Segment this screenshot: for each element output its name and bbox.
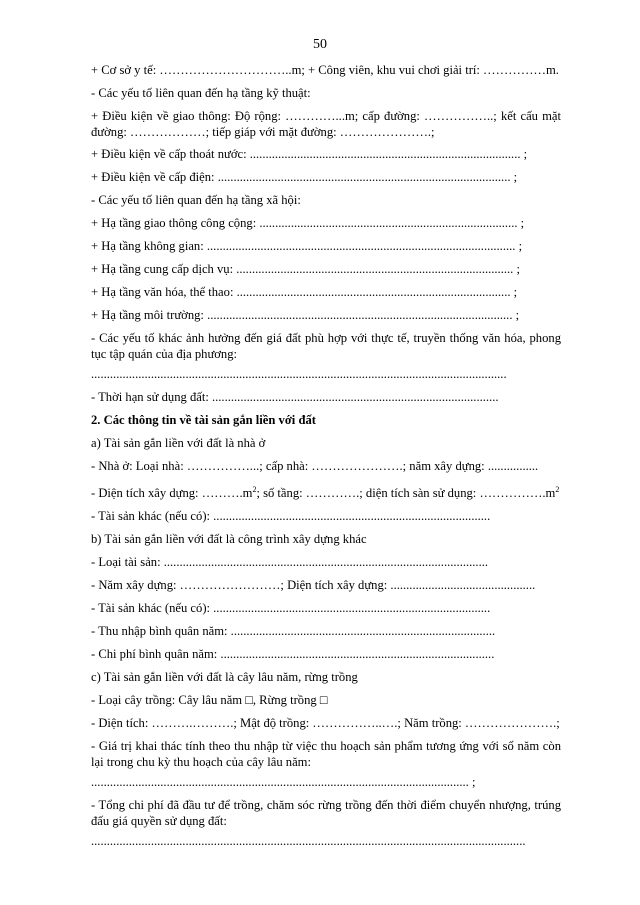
tai-san-khac-a-line: - Tài sản khác (nếu có): ........................................................................................ [91, 509, 491, 524]
gia-tri-khai-thac-para: - Giá trị khai thác tính theo thu nhập từ việc thu hoạch sản phẩm tương ứng với số năm còn lại trong chu kỳ thu hoạch của cây lâu năm: [91, 739, 561, 770]
loai-tai-san-line: - Loại tài sản: ....................................................................................................... [91, 555, 489, 570]
chi-phi-line: - Chi phí bình quân năm: ....................................................................................... [91, 647, 495, 662]
gia-tri-khai-thac-dots: ........................................................................................................................ ; [91, 775, 476, 790]
ha-tang-ky-thuat-line: - Các yếu tố liên quan đến hạ tầng kỹ thuật: [91, 86, 311, 100]
loai-cay-trong-line: - Loại cây trồng: Cây lâu năm □, Rừng trồng □ [91, 693, 328, 708]
cap-dien-line: + Điều kiện về cấp điện: ............................................................................................. ; [91, 170, 518, 184]
cap-thoat-nuoc-line: + Điều kiện về cấp thoát nước: ...................................................................................... ; [91, 147, 528, 161]
text-part: 2 [252, 485, 257, 494]
section-2-heading: 2. Các thông tin về tài sản gắn liền với đất [91, 413, 316, 427]
tai-san-khac-b-line: - Tài sản khác (nếu có): ........................................................................................ [91, 601, 491, 616]
yeu-to-khac-para: - Các yếu tố khác ảnh hưởng đến giá đất phù hợp với thực tế, truyền thống văn hóa, phong tục tập quán của địa phương: [91, 331, 561, 361]
ha-tang-xa-hoi-line: - Các yếu tố liên quan đến hạ tầng xã hội: [91, 193, 301, 207]
thu-nhap-line: - Thu nhập bình quân năm: .................................................................................... [91, 624, 496, 639]
document-body [91, 62, 561, 856]
van-hoa-the-thao-line: + Hạ tầng văn hóa, thể thao: ....................................................................................... ; [91, 285, 518, 299]
nha-o-line: - Nhà ở: Loại nhà: ……………...; cấp nhà: ………………….; năm xây dựng: ................ [91, 459, 539, 473]
text-part: - Diện tích xây dựng: ……….m [91, 486, 253, 501]
co-so-y-te-line: + Cơ sở y tế: …………………………..m; + Công viên, khu vui chơi giải trí: ……………m. [91, 63, 559, 77]
giao-thong-para: + Điều kiện về giao thông: Độ rộng: …………...m; cấp đường: ……………..; kết cấu mặt đường: ………………; tiếp giáp với mặt đường: ………………….; [91, 109, 561, 139]
page-number: 50 [313, 37, 327, 52]
cung-cap-dich-vu-line: + Hạ tầng cung cấp dịch vụ: ........................................................................................ ; [91, 262, 520, 276]
moi-truong-line: + Hạ tầng môi trường: ................................................................................................. ; [91, 308, 520, 322]
sub-b-line: b) Tài sản gắn liền với đất là công trình xây dựng khác [91, 532, 367, 547]
sub-a-line: a) Tài sản gắn liền với đất là nhà ở [91, 436, 266, 450]
text-part: ; số tầng: ………….; diện tích sàn sử dụng: …………….m [256, 486, 556, 501]
dien-tich-xay-dung-line [91, 481, 561, 502]
tong-chi-phi-para: - Tổng chi phí đã đầu tư để trồng, chăm sóc rừng trồng đến thời điểm chuyển nhượng, trúng đấu giá quyền sử dụng đất: [91, 798, 561, 829]
sub-c-line: c) Tài sản gắn liền với đất là cây lâu năm, rừng trồng [91, 670, 358, 685]
nam-xay-dung-line: - Năm xây dựng: ……………………; Diện tích xây dựng: .............................................. [91, 578, 536, 593]
ha-tang-khong-gian-line: + Hạ tầng không gian: .................................................................................................. ; [91, 239, 523, 253]
giao-thong-cong-cong-line: + Hạ tầng giao thông công cộng: .................................................................................. ; [91, 216, 525, 230]
tong-chi-phi-dots: .......................................................................................................................................... [91, 834, 526, 849]
thoi-han-line: - Thời hạn sử dụng đất: ........................................................................................... [91, 390, 499, 404]
yeu-to-khac-dots: .................................................................................................................................... [91, 367, 507, 381]
dien-tich-mat-do-line: - Diện tích: ……….……….; Mật độ trồng: ……………..….; Năm trồng: ………………….; [91, 716, 560, 731]
text-part: 2 [555, 485, 560, 494]
